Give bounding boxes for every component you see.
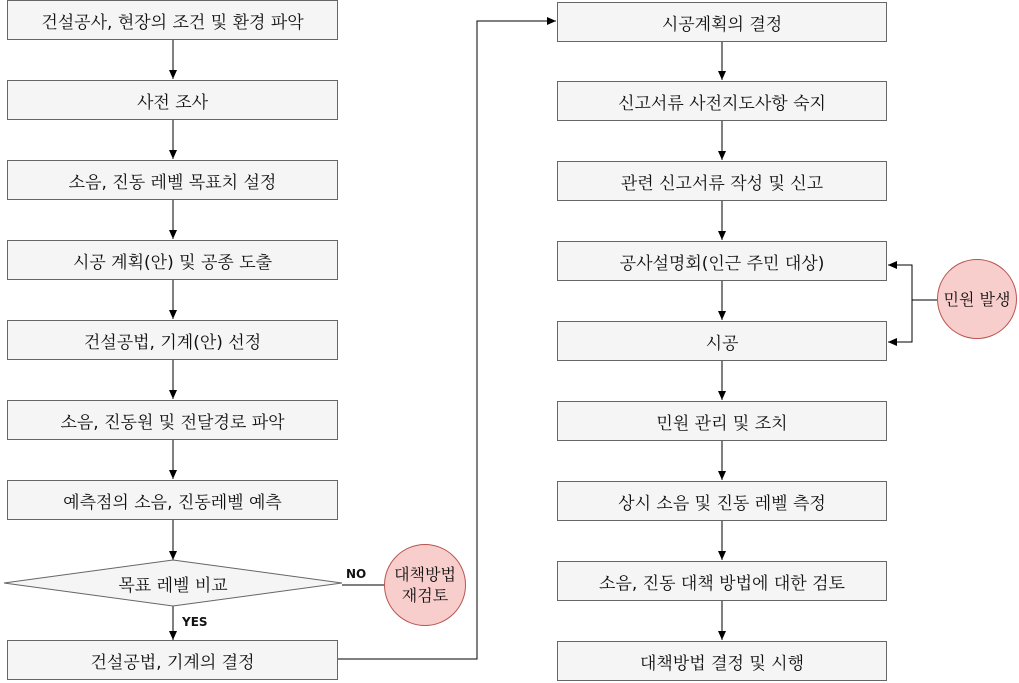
step-plan-decision: 시공계획의 결정: [557, 2, 887, 42]
step-document-guidance: 신고서류 사전지도사항 숙지: [557, 81, 887, 121]
step-pre-survey: 사전 조사: [7, 80, 338, 120]
arrow-complaint-to-briefing: [888, 265, 912, 300]
step-countermeasure-execution: 대책방법 결정 및 시행: [557, 641, 887, 681]
no-label: NO: [346, 567, 367, 581]
step-level-measurement: 상시 소음 및 진동 레벨 측정: [557, 481, 887, 521]
complaint-label: 민원 발생: [943, 289, 1011, 309]
step-noise-prediction: 예측점의 소음, 진동레벨 예측: [7, 480, 338, 520]
step-countermeasure-review: 소음, 진동 대책 방법에 대한 검토: [557, 561, 887, 601]
step-noise-source: 소음, 진동원 및 전달경로 파악: [7, 400, 338, 440]
step-document-filing: 관련 신고서류 작성 및 신고: [557, 161, 887, 201]
step-method-decision: 건설공법, 기계의 결정: [7, 640, 338, 680]
yes-label: YES: [182, 615, 208, 629]
step-complaint-management: 민원 관리 및 조치: [557, 401, 887, 441]
recheck-circle: [384, 544, 466, 626]
recheck-line1: 대책방법: [394, 565, 456, 584]
step-construction-plan-draft: 시공 계획(안) 및 공종 도출: [7, 240, 338, 280]
decision-label: 목표 레벨 비교: [118, 575, 228, 596]
step-resident-briefing: 공사설명회(인근 주민 대상): [557, 241, 887, 281]
recheck-line2: 재검토: [401, 586, 449, 605]
step-construction: 시공: [557, 321, 887, 361]
complaint-circle: [937, 259, 1017, 339]
step-target-level: 소음, 진동 레벨 목표치 설정: [7, 160, 338, 200]
arrow-complaint-to-construction: [888, 300, 912, 342]
step-method-selection: 건설공법, 기계(안) 선정: [7, 320, 338, 360]
step-site-conditions: 건설공사, 현장의 조건 및 환경 파악: [7, 0, 338, 40]
